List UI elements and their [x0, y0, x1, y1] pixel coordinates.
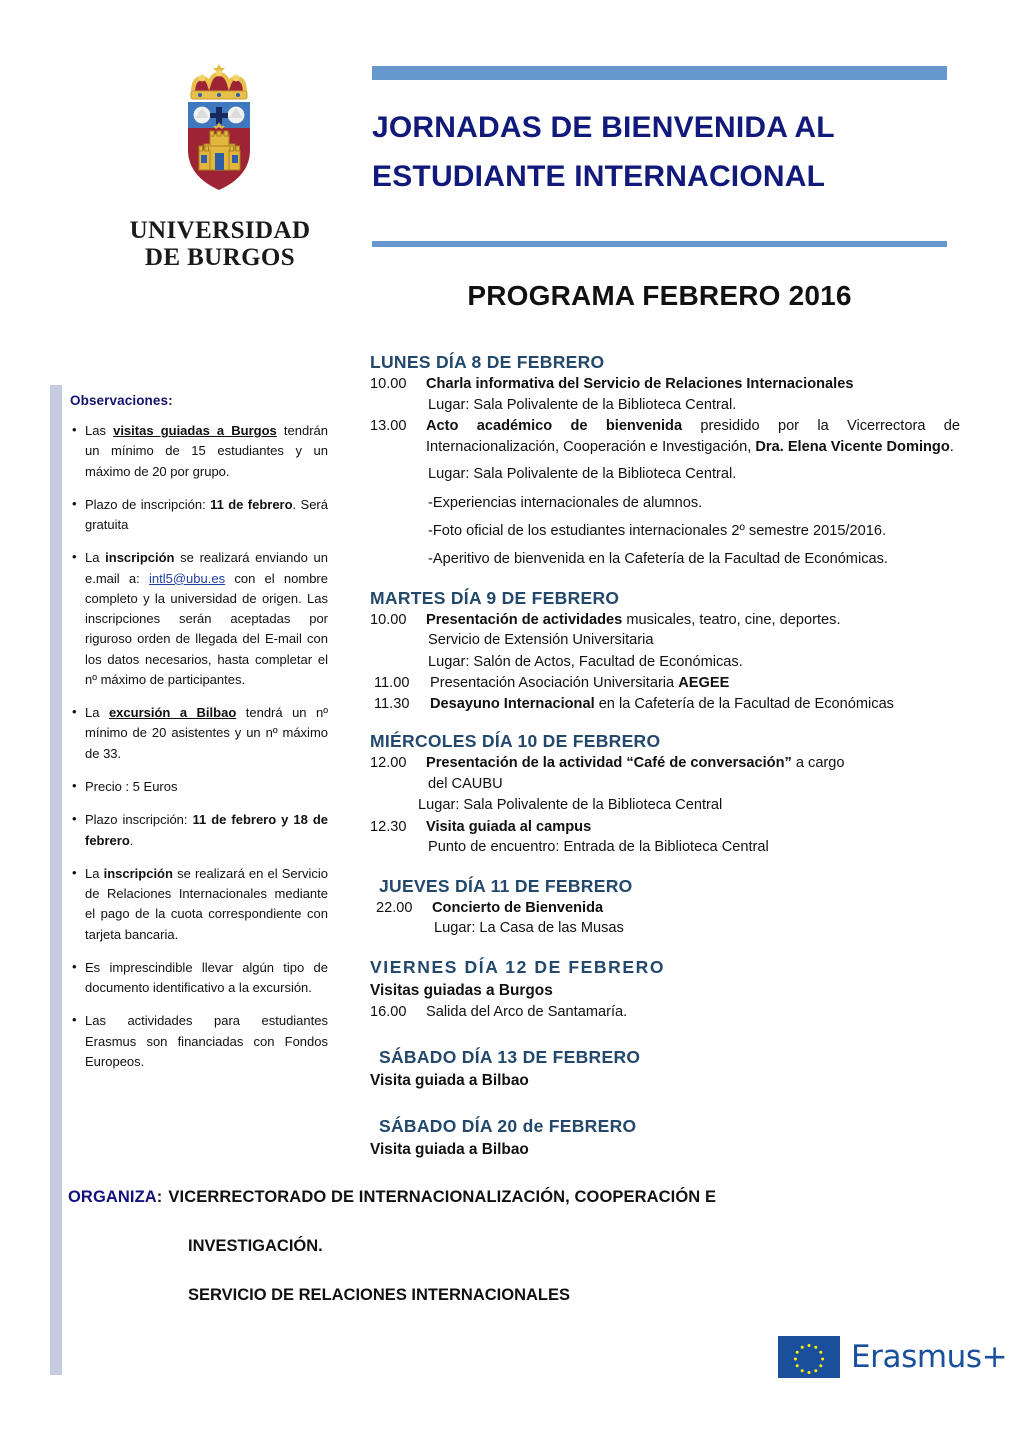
entry-time: 11.30 [374, 695, 410, 712]
obs-emphasis: excursión a Bilbao [108, 705, 237, 721]
obs-text: . Será gratuita [85, 496, 328, 533]
entry-detail: presidido por la Vicerrectora de Internacionalización, Cooperación e Investigación, [426, 418, 960, 455]
obs-text: . [129, 832, 134, 848]
day-heading: LUNES DÍA 8 DE FEBRERO [370, 352, 605, 372]
sidebar-vertical-rule [50, 385, 62, 1375]
obs-emphasis: inscripción [103, 865, 173, 881]
obs-text: Plazo inscripción: [85, 812, 193, 828]
entry-time: 12.00 [370, 755, 407, 772]
entry-detail: Presentación Asociación Universitaria [430, 674, 679, 691]
erasmus-plus-logo [778, 1336, 1007, 1378]
obs-text: tendrá un nº mínimo de 20 asistentes y un nº máximo de 33. [85, 705, 328, 761]
entry-note: Lugar: Sala Polivalente de la Biblioteca Central. [428, 466, 737, 483]
page-title-line1: JORNADAS DE BIENVENIDA AL [372, 111, 835, 144]
list-item [70, 495, 328, 536]
entry-time: 12.30 [370, 818, 407, 835]
page-title [372, 104, 947, 201]
entry-desc [426, 610, 960, 631]
eu-flag-icon [778, 1336, 840, 1378]
entry-desc [430, 694, 960, 715]
page-title-line2: ESTUDIANTE INTERNACIONAL [372, 159, 826, 193]
entry-title: Visita guiada a Bilbao [370, 1071, 529, 1089]
entry-title: Acto académico de bienvenida [426, 418, 683, 435]
obs-text: Es imprescindible llevar algún tipo de documento identificativo a la excursión. [85, 959, 328, 996]
obs-emphasis: inscripción [105, 550, 175, 566]
schedule-entry [370, 898, 960, 919]
list-item [70, 864, 328, 945]
schedule-day-monday [370, 352, 960, 571]
obs-text: Las [85, 423, 114, 438]
day-heading: MIÉRCOLES DÍA 10 DE FEBRERO [370, 731, 661, 752]
organizer-separator: : [156, 1188, 163, 1206]
entry-time: 13.00 [370, 418, 407, 435]
entry-time: 16.00 [370, 1003, 407, 1020]
entry-time: 11.00 [374, 674, 410, 691]
schedule-entry [370, 1002, 960, 1023]
obs-text: tendrán un mínimo de 15 estudiantes y un máximo de 20 por grupo. [85, 423, 329, 479]
obs-emphasis: 11 de febrero y 18 de febrero [85, 812, 328, 848]
schedule-entry [370, 610, 960, 631]
obs-text: se realizará en el Servicio de Relaciones Internacionales mediante el pago de la cuota correspondiente con tarjeta bancaria. [85, 865, 328, 942]
schedule-panel [370, 352, 960, 1163]
entry-title: Presentación de la actividad “Café de conversación” [426, 755, 792, 772]
entry-note: Punto de encuentro: Entrada de la Biblioteca Central [428, 839, 769, 856]
entry-note: Lugar: La Casa de las Musas [434, 920, 624, 937]
entry-time: 10.00 [370, 376, 407, 392]
entry-desc: Salida del Arco de Santamaría. [426, 1003, 628, 1020]
organizer-label: ORGANIZA [68, 1188, 157, 1206]
schedule-entry [370, 374, 960, 395]
list-item [70, 810, 328, 851]
schedule-entry [370, 753, 960, 774]
entry-title: Desayuno Internacional [430, 695, 595, 712]
entry-title: AEGEE [678, 674, 730, 691]
schedule-day-tuesday [370, 588, 960, 715]
organizer-block [68, 1188, 898, 1305]
obs-text: La [85, 865, 104, 881]
entry-detail: musicales, teatro, cine, deportes. [622, 611, 841, 628]
obs-text: La [85, 705, 109, 721]
entry-note: -Experiencias internacionales de alumnos. [428, 494, 703, 511]
list-item [70, 548, 328, 690]
email-link[interactable]: intl5@ubu.es [149, 570, 226, 586]
entry-note: Servicio de Extensión Universitaria [428, 632, 654, 649]
page-header [0, 0, 1024, 330]
obs-text: se realizará enviando un e.mail a: [85, 550, 328, 586]
entry-title: Visitas guiadas a Burgos [370, 981, 553, 999]
header-rule-bottom [372, 241, 947, 247]
entry-time: 10.00 [370, 611, 407, 628]
university-name-line2: DE BURGOS [144, 244, 296, 271]
schedule-day-saturday-20 [370, 1116, 960, 1161]
organizer-line-3: SERVICIO DE RELACIONES INTERNACIONALES [188, 1286, 570, 1304]
universidad-de-burgos-crest-icon [155, 58, 285, 213]
entry-note: -Aperitivo de bienvenida en la Cafetería de la Facultad de Económicas. [428, 551, 888, 568]
schedule-day-wednesday [370, 731, 960, 858]
entry-note: -Foto oficial de los estudiantes internacionales 2º semestre 2015/2016. [428, 523, 887, 540]
entry-detail: . [949, 438, 954, 455]
schedule-entry [370, 817, 960, 838]
obs-text: La [85, 550, 106, 566]
entry-desc [426, 416, 960, 457]
schedule-entry [370, 673, 960, 694]
entry-note: Lugar: Sala Polivalente de la Biblioteca Central. [428, 396, 737, 413]
entry-note: Lugar: Sala Polivalente de la Biblioteca Central [418, 797, 723, 814]
list-item [70, 958, 328, 999]
entry-title: Visita guiada al campus [426, 818, 592, 835]
entry-title: Charla informativa del Servicio de Relaciones Internacionales [426, 376, 854, 392]
university-name-line1: UNIVERSIDAD [129, 217, 311, 244]
day-heading: VIERNES DÍA 12 DE FEBRERO [370, 956, 666, 977]
obs-emphasis: 11 de febrero [210, 496, 293, 512]
entry-time: 22.00 [376, 899, 413, 916]
obs-text: con el nombre completo y la universidad de origen. Las inscripciones serán aceptadas por riguroso orden de llegada del E-mail con los datos necesarios, hasta completar el nº máximo de participantes. [85, 570, 328, 687]
entry-detail: en la Cafetería de la Facultad de Económicas [594, 695, 894, 712]
day-heading: JUEVES DÍA 11 DE FEBRERO [379, 875, 633, 896]
organizer-line-2: INVESTIGACIÓN. [188, 1237, 323, 1255]
schedule-day-saturday-13 [370, 1047, 960, 1092]
obs-text: Las actividades para estudiantes Erasmus son financiadas con Fondos Europeos. [85, 1013, 328, 1069]
entry-note: Lugar: Salón de Actos, Facultad de Económicas. [428, 653, 743, 670]
organizer-line-1 [68, 1188, 898, 1207]
schedule-day-thursday [370, 876, 960, 940]
schedule-entry [370, 694, 960, 715]
entry-desc [426, 817, 960, 838]
list-item [70, 421, 328, 482]
schedule-day-friday [370, 957, 960, 1023]
entry-desc [430, 673, 960, 694]
organizer-value: VICERRECTORADO DE INTERNACIONALIZACIÓN, COOPERACIÓN E [168, 1188, 717, 1206]
entry-desc [432, 898, 960, 919]
list-item [70, 703, 328, 764]
erasmus-wordmark: Erasmus+ [851, 1339, 1008, 1375]
entry-person: Dra. Elena Vicente Domingo [755, 438, 950, 455]
observations-list [70, 421, 328, 1072]
entry-title: Presentación de actividades [426, 611, 623, 628]
entry-note: del CAUBU [428, 776, 503, 793]
list-item [70, 1011, 328, 1072]
list-item [70, 777, 328, 797]
obs-text: Precio : 5 Euros [85, 778, 178, 794]
observations-panel [70, 393, 328, 1085]
entry-desc [426, 753, 960, 774]
header-rule-top [372, 66, 947, 80]
university-logo [105, 58, 335, 271]
day-heading: SÁBADO DÍA 13 DE FEBRERO [379, 1046, 641, 1067]
program-subtitle: PROGRAMA FEBRERO 2016 [467, 280, 852, 311]
schedule-entry [370, 416, 960, 457]
entry-detail: a cargo [791, 755, 845, 772]
entry-desc [426, 374, 960, 395]
entry-title: Concierto de Bienvenida [432, 899, 604, 916]
entry-title: Visita guiada a Bilbao [370, 1140, 529, 1158]
obs-emphasis: visitas guiadas a Burgos [113, 423, 277, 438]
day-heading: SÁBADO DÍA 20 de FEBRERO [379, 1115, 637, 1136]
day-heading: MARTES DÍA 9 DE FEBRERO [370, 587, 620, 608]
obs-text: Plazo de inscripción: [85, 496, 211, 512]
observations-heading: Observaciones: [70, 393, 173, 408]
